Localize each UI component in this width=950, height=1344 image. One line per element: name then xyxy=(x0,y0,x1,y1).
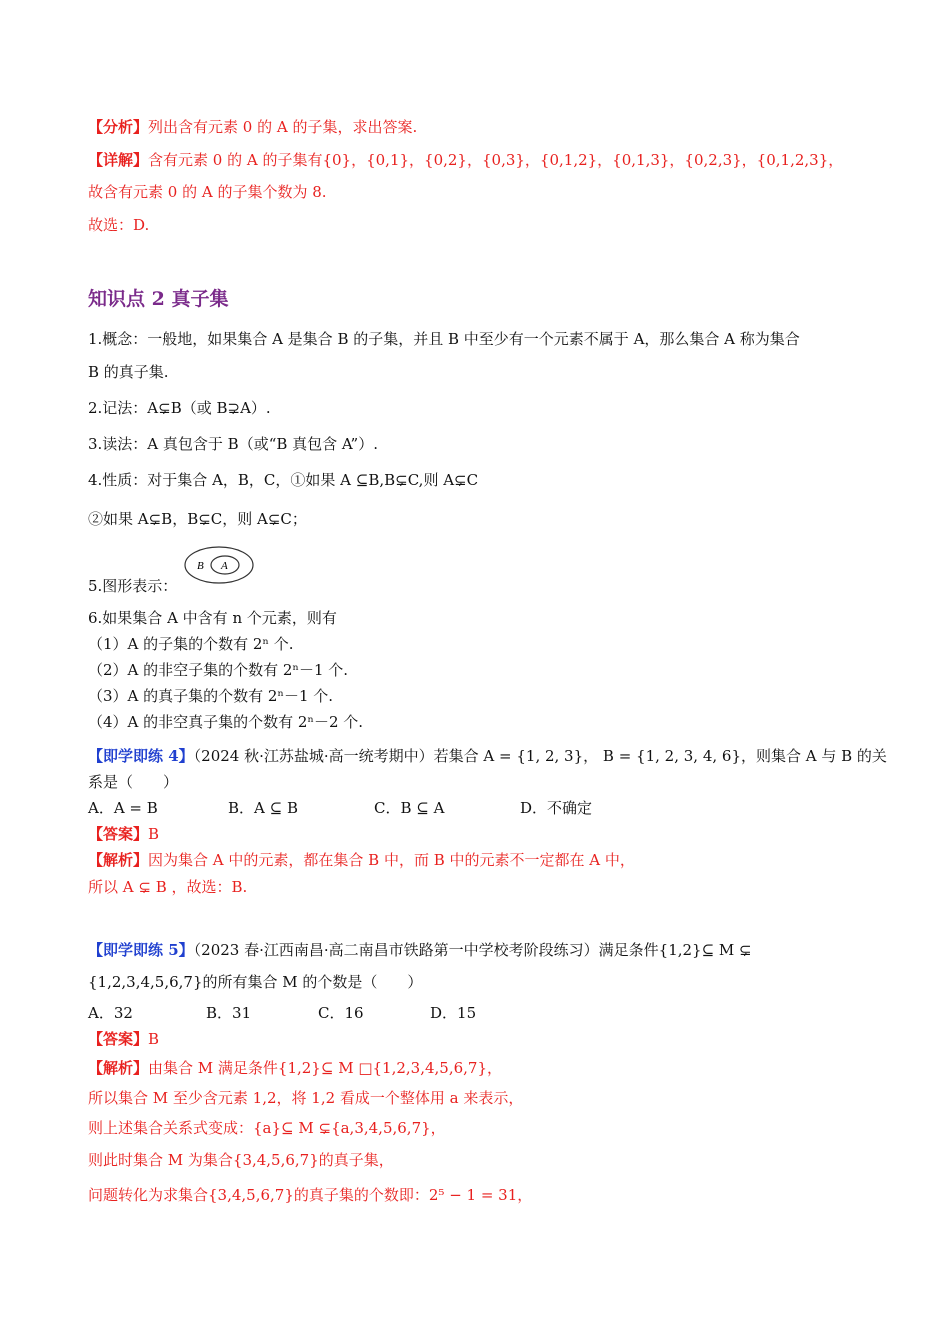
practice5-options xyxy=(88,1003,476,1023)
practice4-option-b[interactable]: B．A ⊆ B xyxy=(228,799,298,817)
detail-text: 含有元素 0 的 A 的子集有{0}，{0,1}，{0,2}，{0,3}，{0,1,2}，{0,1,3}，{0,2,3}，{0,1,2,3}， xyxy=(148,151,844,169)
count-intro: 6.如果集合 A 中含有 n 个元素，则有 xyxy=(88,609,337,627)
practice5-explain-1 xyxy=(88,1058,502,1078)
notation-line: 2.记法：A⊊B（或 B⊋A）. xyxy=(88,399,271,417)
practice4-answer-value: B xyxy=(148,825,160,843)
analysis-text: 列出含有元素 0 的 A 的子集，求出答案. xyxy=(148,118,418,136)
analysis-tag: 【分析】 xyxy=(88,118,149,136)
practice5-explain-3: 则上述集合关系式变成：{a}⊆ M ⊊{a,3,4,5,6,7}， xyxy=(88,1119,446,1137)
practice5-option-b[interactable]: B．31 xyxy=(206,1004,252,1022)
detail-tag: 【详解】 xyxy=(88,151,149,169)
practice4-answer-tag: 【答案】 xyxy=(88,825,149,843)
practice5-explain-5: 问题转化为求集合{3,4,5,6,7}的真子集的个数即：2⁵ − 1 = 31， xyxy=(88,1186,533,1204)
practice4-explain-text: 因为集合 A 中的元素，都在集合 B 中，而 B 中的元素不一定都在 A 中， xyxy=(148,851,635,869)
analysis-choice: 故选：D. xyxy=(88,216,150,234)
detail-line xyxy=(88,150,843,170)
practice5-question-2: {1,2,3,4,5,6,7}的所有集合 M 的个数是（ ） xyxy=(88,973,423,991)
practice5-answer-value: B xyxy=(148,1030,160,1048)
practice5-explain-2: 所以集合 M 至少含元素 1,2，将 1,2 看成一个整体用 a 来表示， xyxy=(88,1089,524,1107)
practice5-source: （2023 春·江西南昌·高二南昌市铁路第一中学校考阶段练习）满足条件{1,2}⊆ M ⊊ xyxy=(193,941,752,959)
practice4-options xyxy=(88,798,592,818)
venn-outer-label: B xyxy=(197,560,204,572)
count-item-3: （3）A 的真子集的个数有 2ⁿ－1 个. xyxy=(88,687,334,705)
practice5-option-d[interactable]: D．15 xyxy=(430,1004,477,1022)
practice4-explain-tag: 【解析】 xyxy=(88,851,149,869)
practice5-answer xyxy=(88,1029,159,1049)
analysis-line xyxy=(88,117,417,137)
practice5-question xyxy=(88,940,752,960)
practice5-option-a[interactable]: A．32 xyxy=(88,1004,133,1022)
practice4-option-a[interactable]: A．A = B xyxy=(88,799,158,817)
practice5-explain-text: 由集合 M 满足条件{1,2}⊆ M □{1,2,3,4,5,6,7}， xyxy=(148,1059,502,1077)
detail-line-2: 故含有元素 0 的 A 的子集个数为 8. xyxy=(88,183,327,201)
property-line-1: 4.性质：对于集合 A，B，C，①如果 A ⊆B,B⊊C,则 A⊊C xyxy=(88,471,479,489)
reading-line: 3.读法：A 真包含于 B（或“B 真包含 A”）. xyxy=(88,435,378,453)
count-item-2: （2）A 的非空子集的个数有 2ⁿ－1 个. xyxy=(88,661,349,679)
practice4-tag: 【即学即练 4】 xyxy=(88,747,194,765)
property-line-2: ②如果 A⊊B，B⊊C，则 A⊊C； xyxy=(88,510,307,528)
section-heading: 知识点 2 真子集 xyxy=(88,288,229,310)
venn-inner-label: A xyxy=(221,560,228,572)
practice4-source: （2024 秋·江苏盐城·高一统考期中）若集合 A = {1, 2, 3}， B = {1, 2, 3, 4, 6}，则集合 A 与 B 的关 xyxy=(193,747,887,765)
practice5-explain-tag: 【解析】 xyxy=(88,1059,149,1077)
practice4-answer xyxy=(88,824,159,844)
practice5-option-c[interactable]: C．16 xyxy=(318,1004,364,1022)
practice4-explain-1 xyxy=(88,850,635,870)
practice4-explain-2: 所以 A ⊊ B ，故选：B. xyxy=(88,878,248,896)
count-item-1: （1）A 的子集的个数有 2ⁿ 个. xyxy=(88,635,294,653)
concept-line-1: 1.概念：一般地，如果集合 A 是集合 B 的子集，并且 B 中至少有一个元素不属于 A，那么集合 A 称为集合 xyxy=(88,330,800,348)
practice5-answer-tag: 【答案】 xyxy=(88,1030,149,1048)
practice4-option-d[interactable]: D．不确定 xyxy=(520,799,593,817)
practice5-explain-4: 则此时集合 M 为集合{3,4,5,6,7}的真子集， xyxy=(88,1151,394,1169)
graphic-label: 5.图形表示： xyxy=(88,577,178,595)
practice4-option-c[interactable]: C．B ⊆ A xyxy=(374,799,445,817)
venn-diagram xyxy=(182,544,256,586)
concept-line-2: B 的真子集. xyxy=(88,363,169,381)
practice4-question xyxy=(88,746,887,766)
venn-outer-ellipse xyxy=(185,547,253,583)
count-item-4: （4）A 的非空真子集的个数有 2ⁿ－2 个. xyxy=(88,713,364,731)
practice5-tag: 【即学即练 5】 xyxy=(88,941,194,959)
practice4-question-2: 系是（ ） xyxy=(88,773,179,791)
